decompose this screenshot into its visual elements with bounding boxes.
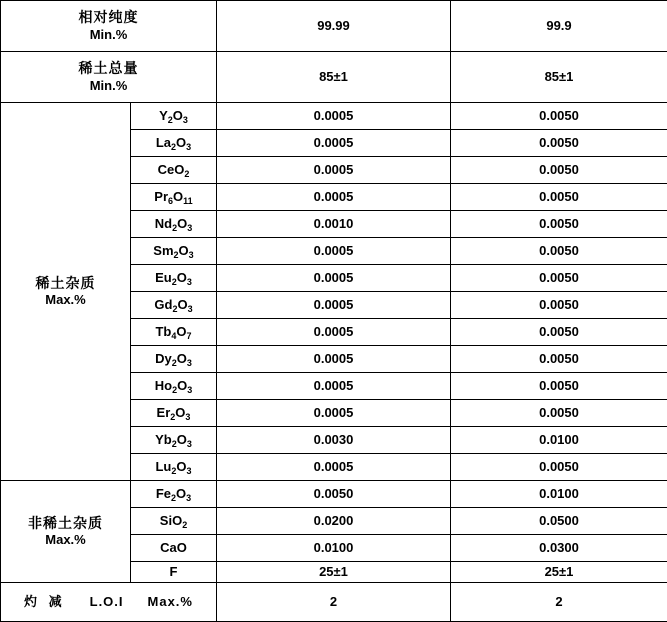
cell-loi-grade1: 2 xyxy=(217,583,451,622)
cell-value-grade2: 0.0500 xyxy=(451,508,667,535)
cell-value-grade1: 0.0005 xyxy=(217,184,451,211)
cell-value-grade2: 0.0050 xyxy=(451,400,667,427)
row-label-unit: Min.% xyxy=(1,79,216,94)
cell-formula: $Dy_2O_3$ xyxy=(131,346,217,373)
group-label-rare-earth-impurities xyxy=(1,103,131,481)
cell-formula: $La_2O_3$ xyxy=(131,130,217,157)
cell-value-grade1: 0.0100 xyxy=(217,535,451,562)
cell-value-grade2: 0.0050 xyxy=(451,373,667,400)
cell-value-grade2: 0.0050 xyxy=(451,319,667,346)
cell-total-reo-grade1: 85±1 xyxy=(217,52,451,103)
cell-value-grade1: 0.0005 xyxy=(217,454,451,481)
group-label-cn: 非稀土杂质 xyxy=(1,515,130,531)
cell-formula: $Lu_2O_3$ xyxy=(131,454,217,481)
row-label-total-reo xyxy=(1,52,217,103)
cell-value-grade1: 0.0005 xyxy=(217,292,451,319)
row-label-loss-on-ignition xyxy=(1,583,217,622)
row-label-unit: Min.% xyxy=(1,28,216,43)
cell-formula: $Nd_2O_3$ xyxy=(131,211,217,238)
cell-formula: $Eu_2O_3$ xyxy=(131,265,217,292)
cell-value-grade1: 0.0005 xyxy=(217,157,451,184)
cell-value-grade2: 0.0050 xyxy=(451,292,667,319)
cell-formula: $Y_2O_3$ xyxy=(131,103,217,130)
group-label-non-rare-earth-impurities xyxy=(1,481,131,583)
group-label-unit: Max.% xyxy=(1,293,130,308)
cell-value-grade2: 0.0050 xyxy=(451,346,667,373)
cell-value-grade2: 0.0050 xyxy=(451,103,667,130)
cell-value-grade1: 0.0050 xyxy=(217,481,451,508)
loi-label-unit: Max.% xyxy=(148,594,193,609)
cell-value-grade2: 25±1 xyxy=(451,562,667,583)
cell-value-grade1: 0.0005 xyxy=(217,238,451,265)
table-body xyxy=(1,1,667,622)
cell-value-grade1: 0.0005 xyxy=(217,130,451,157)
cell-value-grade2: 0.0050 xyxy=(451,211,667,238)
table-row xyxy=(1,481,667,508)
group-label-unit: Max.% xyxy=(1,533,130,548)
row-label-cn: 相对纯度 xyxy=(1,9,216,25)
cell-value-grade2: 0.0050 xyxy=(451,184,667,211)
table-row-total-reo xyxy=(1,52,667,103)
cell-value-grade1: 0.0010 xyxy=(217,211,451,238)
cell-value-grade2: 0.0050 xyxy=(451,265,667,292)
cell-formula: $Yb_2O_3$ xyxy=(131,427,217,454)
cell-formula: $Ho_2O_3$ xyxy=(131,373,217,400)
table-row-loss-on-ignition xyxy=(1,583,667,622)
cell-value-grade2: 0.0100 xyxy=(451,427,667,454)
cell-formula: CaO xyxy=(131,535,217,562)
cell-value-grade2: 0.0050 xyxy=(451,238,667,265)
cell-formula: $Tb_4O_7$ xyxy=(131,319,217,346)
table-row xyxy=(1,103,667,130)
cell-loi-grade2: 2 xyxy=(451,583,667,622)
cell-formula: F xyxy=(131,562,217,583)
cell-formula: $Sm_2O_3$ xyxy=(131,238,217,265)
cell-value-grade1: 25±1 xyxy=(217,562,451,583)
cell-formula: $Fe_2O_3$ xyxy=(131,481,217,508)
table-row-relative-purity xyxy=(1,1,667,52)
cell-value-grade1: 0.0030 xyxy=(217,427,451,454)
cell-value-grade2: 0.0050 xyxy=(451,157,667,184)
cell-value-grade1: 0.0200 xyxy=(217,508,451,535)
cell-formula: $Pr_6O_{11}$ xyxy=(131,184,217,211)
cell-relative-purity-grade1: 99.99 xyxy=(217,1,451,52)
cell-value-grade2: 0.0100 xyxy=(451,481,667,508)
cell-value-grade1: 0.0005 xyxy=(217,373,451,400)
loi-label-cn: 灼 减 xyxy=(24,594,66,609)
cell-formula: $Er_2O_3$ xyxy=(131,400,217,427)
cell-value-grade2: 0.0300 xyxy=(451,535,667,562)
row-label-relative-purity xyxy=(1,1,217,52)
cell-formula: CeO$_2$ xyxy=(131,157,217,184)
cell-value-grade1: 0.0005 xyxy=(217,400,451,427)
cell-total-reo-grade2: 85±1 xyxy=(451,52,667,103)
loi-label-abbr: L.O.I xyxy=(90,594,124,609)
cell-formula: $Gd_2O_3$ xyxy=(131,292,217,319)
cell-value-grade1: 0.0005 xyxy=(217,319,451,346)
cell-value-grade1: 0.0005 xyxy=(217,103,451,130)
cell-value-grade1: 0.0005 xyxy=(217,265,451,292)
cell-value-grade2: 0.0050 xyxy=(451,130,667,157)
group-label-cn: 稀土杂质 xyxy=(1,275,130,291)
cell-value-grade2: 0.0050 xyxy=(451,454,667,481)
cell-formula: SiO$_2$ xyxy=(131,508,217,535)
cell-value-grade1: 0.0005 xyxy=(217,346,451,373)
row-label-cn: 稀土总量 xyxy=(1,60,216,76)
cell-relative-purity-grade2: 99.9 xyxy=(451,1,667,52)
